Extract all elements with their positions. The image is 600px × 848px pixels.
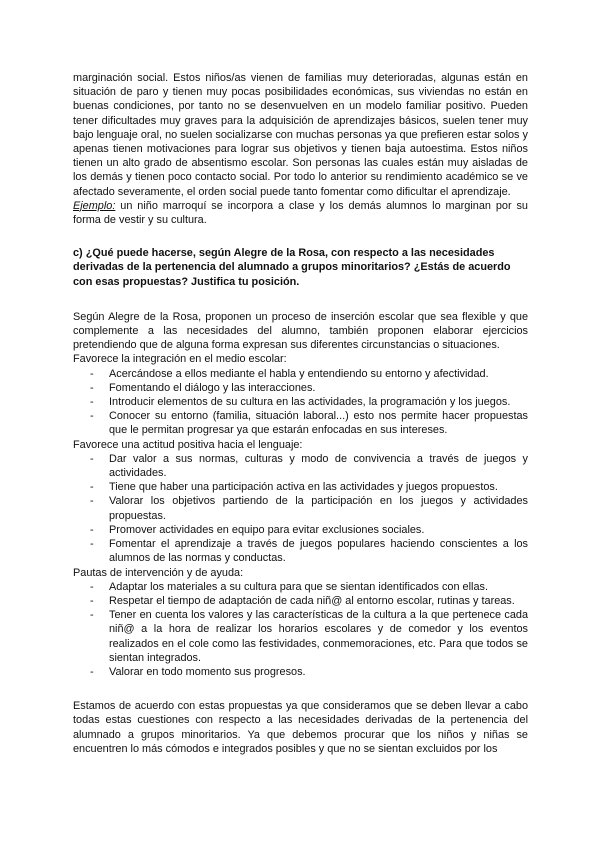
list-item: - Acercándose a ellos mediante el habla y entendiendo su entorno y afectividad. [73, 367, 528, 381]
section2-list [73, 452, 528, 566]
list-item: - Respetar el tiempo de adaptación de cada niñ@ al entorno escolar, rutinas y tareas. [73, 594, 528, 608]
example-paragraph [73, 199, 528, 227]
question-heading: c) ¿Qué puede hacerse, según Alegre de la Rosa, con respecto a las necesidades derivadas de la pertenencia del alumnado a grupos minoritarios? ¿Estás de acuerdo con esas propuestas? Justifica tu posición. [73, 247, 511, 288]
list-item: - Fomentar el aprendizaje a través de juegos populares haciendo conscientes a los alumnos de las normas y conductas. [73, 537, 528, 565]
answer-intro: Según Alegre de la Rosa, proponen un proceso de inserción escolar que sea flexible y que complemente a las necesidades del alumno, también proponen elaborar ejercicios pretendiendo que de alguna forma expresan sus diferentes circunstancias o situaciones. [73, 310, 528, 352]
conclusion-paragraph: Estamos de acuerdo con estas propuestas ya que consideramos que se deben llevar a cabo todas estas cuestiones con respecto a las necesidades derivadas de la pertenencia del alumnado a grupos minoritarios. Ya que debemos procurar que los niños y niñas se encuentren lo más cómodos e integrados posibles y que no se sientan excluidos por los [73, 700, 528, 755]
list-item: - Adaptar los materiales a su cultura para que se sientan identificados con ellas. [73, 580, 528, 594]
list-item: - Valorar los objetivos partiendo de la participación en los juegos y actividades propuestas. [73, 494, 528, 522]
list-item: - Introducir elementos de su cultura en las actividades, la programación y los juegos. [73, 395, 528, 409]
list-item: - Valorar en todo momento sus progresos. [73, 665, 528, 679]
section1-heading: Favorece la integración en el medio escolar: [73, 353, 287, 366]
list-item: - Conocer su entorno (familia, situación laboral...) esto nos permite hacer propuestas que le permitan progresar ya que estarán enfocadas en sus intereses. [73, 409, 528, 437]
section3-heading: Pautas de intervención y de ayuda: [73, 566, 244, 579]
section1-list [73, 367, 528, 438]
section2-heading: Favorece una actitud positiva hacia el lenguaje: [73, 438, 303, 451]
intro-paragraph: marginación social. Estos niños/as vienen de familias muy deterioradas, algunas están en situación de paro y tienen muy pocas posibilidades económicas, sus viviendas no están en buenas condiciones, por tanto no se desenvuelven en un modelo familiar positivo. Pueden tener dificultades muy graves para la adquisición de aprendizajes básicos, suelen tener muy bajo lenguaje oral, no suelen socializarse con muchas personas ya que prefieren estar solos y apenas tienen motivaciones para lograr sus objetivos y tienen baja autoestima. Estos niños tienen un alto grado de absentismo escolar. Son personas las cuales están muy aisladas de los demás y tienen poco contacto social. Por todo lo anterior su rendimiento académico se ve afectado severamente, el orden social puede tanto fomentar como dificultar el aprendizaje. [73, 72, 528, 198]
example-text: un niño marroquí se incorpora a clase y los demás alumnos lo marginan por su forma de vestir y su cultura. [73, 199, 528, 227]
list-item: - Tener en cuenta los valores y las características de la cultura a la que pertenece cada niñ@ a la hora de realizar los horarios escolares y de comedor y los eventos realizados en el cole como las festividades, conmemoraciones, etc. Para que todos se sientan integrados. [73, 608, 528, 665]
list-item: - Fomentando el diálogo y las interacciones. [73, 381, 528, 395]
list-item: - Tiene que haber una participación activa en las actividades y juegos propuestos. [73, 480, 528, 494]
section3-list [73, 580, 528, 679]
list-item: - Dar valor a sus normas, culturas y modo de convivencia a través de juegos y actividades. [73, 452, 528, 480]
list-item: - Promover actividades en equipo para evitar exclusiones sociales. [73, 523, 528, 537]
example-label: Ejemplo: [73, 199, 116, 212]
